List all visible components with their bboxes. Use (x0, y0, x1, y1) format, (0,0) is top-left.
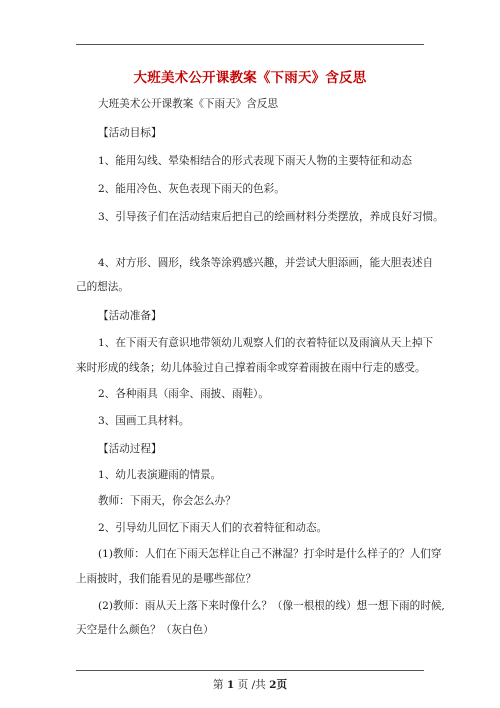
footer-rule (76, 670, 424, 671)
prep-item-2: 2、各种雨具（雨伞、雨披、雨鞋）。 (98, 388, 269, 400)
process-sub-item-2: (2)教师：雨从天上落下来时像什么？（像一根根的线）想一想下雨的时候, (98, 600, 445, 612)
goal-item-4-continued: 己的想法。 (76, 281, 129, 293)
section-heading-process: 【活动过程】 (98, 443, 162, 455)
document-title: 大班美术公开课教案《下雨天》含反思 (133, 70, 367, 86)
footer-total-pages: 2 (269, 679, 277, 691)
goal-item-3: 3、引导孩子们在活动结束后把自己的绘画材料分类摆放，养成良好习惯。 (98, 211, 444, 223)
prep-item-3: 3、国画工具材料。 (98, 415, 190, 427)
footer-prefix: 第 (212, 679, 224, 691)
process-item-2: 2、引导幼儿回忆下雨天人们的衣着特征和动态。 (98, 522, 328, 534)
goal-item-2: 2、能用冷色、灰色表现下雨天的色彩。 (98, 183, 285, 195)
section-heading-preparation: 【活动准备】 (98, 310, 162, 322)
process-sub-item-2-continued: 天空是什么颜色？（灰白色） (76, 624, 214, 636)
goal-item-1: 1、能用勾线、晕染相结合的形式表现下雨天人物的主要特征和动态 (98, 155, 412, 167)
footer-suffix: 页 (276, 679, 288, 691)
process-item-1: 1、幼儿表演避雨的情景。 (98, 469, 222, 481)
header-rule (76, 44, 424, 45)
footer-middle: 页 /共 (237, 679, 266, 691)
footer-page-number: 1 (226, 679, 235, 691)
process-teacher-question: 教师：下雨天，你会怎么办？ (98, 495, 236, 507)
process-sub-item-1-continued: 上雨披时，我们能看见的是哪些部位？ (76, 573, 257, 585)
goal-item-4: 4、对方形、圆形，线条等涂鸦感兴趣，并尝试大胆添画，能大胆表述自 (98, 257, 434, 269)
prep-item-1: 1、在下雨天有意识地带领幼儿观察人们的衣着特征以及雨滴从天上掉下 (98, 337, 434, 349)
section-heading-goals: 【活动目标】 (98, 127, 162, 139)
paragraph-subtitle: 大班美术公开课教案《下雨天》含反思 (98, 98, 279, 110)
page-footer (0, 677, 500, 692)
process-sub-item-1: (1)教师：人们在下雨天怎样让自己不淋湿？打伞时是什么样子的？人们穿 (98, 548, 442, 560)
prep-item-1-continued: 来时形成的线条；幼儿体验过自己撑着雨伞或穿着雨披在雨中行走的感受。 (76, 362, 426, 374)
